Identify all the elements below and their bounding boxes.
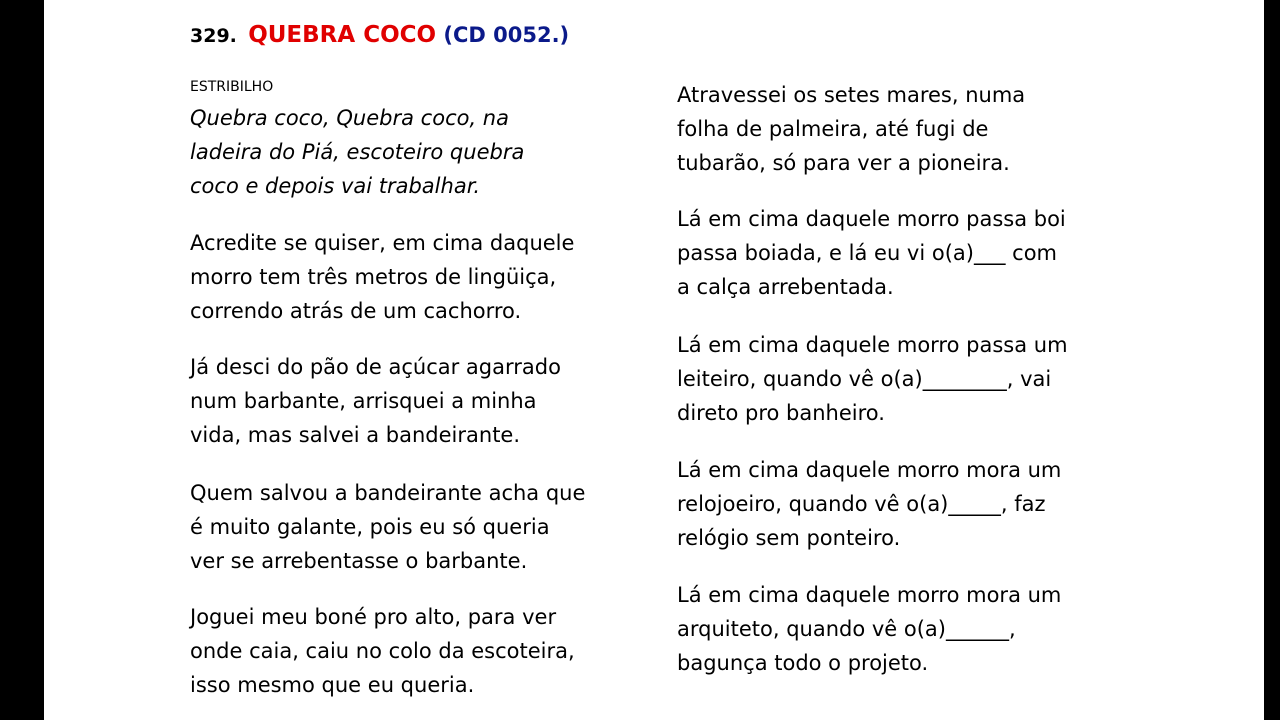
verse-stanza [190,600,650,702]
stanza-line: bagunça todo o projeto. [677,651,929,675]
stanza-line: Lá em cima daquele morro passa boi [677,207,1066,231]
stanza-line: folha de palmeira, até fugi de [677,117,989,141]
stanza-line: Lá em cima daquele morro mora um [677,583,1062,607]
stanza-line: a calça arrebentada. [677,275,894,299]
verse-stanza [677,578,1137,680]
stanza-line: tubarão, só para ver a pioneira. [677,151,1010,175]
verse-stanza [190,350,650,452]
stanza-line: onde caia, caiu no colo da escoteira, [190,639,575,663]
stanza-line: isso mesmo que eu queria. [190,673,475,697]
stanza-line: relojoeiro, quando vê o(a)_____, faz [677,492,1046,516]
song-title-heading [190,22,569,48]
stanza-line: Lá em cima daquele morro passa um [677,333,1068,357]
stanza-line: arquiteto, quando vê o(a)______, [677,617,1016,641]
song-number: 329. [190,25,237,47]
chorus-stanza [190,101,650,203]
song-title: QUEBRA COCO [248,22,437,48]
stanza-line: Acredite se quiser, em cima daquele [190,231,575,255]
verse-stanza [190,226,650,328]
stanza-line: Lá em cima daquele morro mora um [677,458,1062,482]
stanza-line: é muito galante, pois eu só queria [190,515,550,539]
stanza-line: relógio sem ponteiro. [677,526,901,550]
verse-stanza [677,78,1137,180]
stanza-line: passa boiada, e lá eu vi o(a)___ com [677,241,1057,265]
stanza-line: direto pro banheiro. [677,401,885,425]
stanza-line: Atravessei os setes mares, numa [677,83,1026,107]
stanza-line: leiteiro, quando vê o(a)________, vai [677,367,1052,391]
stanza-line: coco e depois vai trabalhar. [190,174,481,198]
verse-stanza [677,453,1137,555]
stanza-line: Já desci do pão de açúcar agarrado [190,355,561,379]
stanza-line: ladeira do Piá, escoteiro quebra [190,140,525,164]
verse-stanza [677,328,1137,430]
stanza-line: morro tem três metros de lingüiça, [190,265,557,289]
verse-stanza [677,202,1137,304]
stanza-line: num barbante, arrisquei a minha [190,389,537,413]
verse-stanza [190,476,650,578]
stanza-line: Joguei meu boné pro alto, para ver [190,605,557,629]
cd-code: (CD 0052.) [443,23,570,47]
stanza-line: vida, mas salvei a bandeirante. [190,423,521,447]
stanza-line: Quem salvou a bandeirante acha que [190,481,586,505]
stanza-line: correndo atrás de um cachorro. [190,299,522,323]
stanza-line: ver se arrebentasse o barbante. [190,549,528,573]
stanza-line: Quebra coco, Quebra coco, na [190,106,509,130]
chorus-label: ESTRIBILHO [190,79,274,95]
